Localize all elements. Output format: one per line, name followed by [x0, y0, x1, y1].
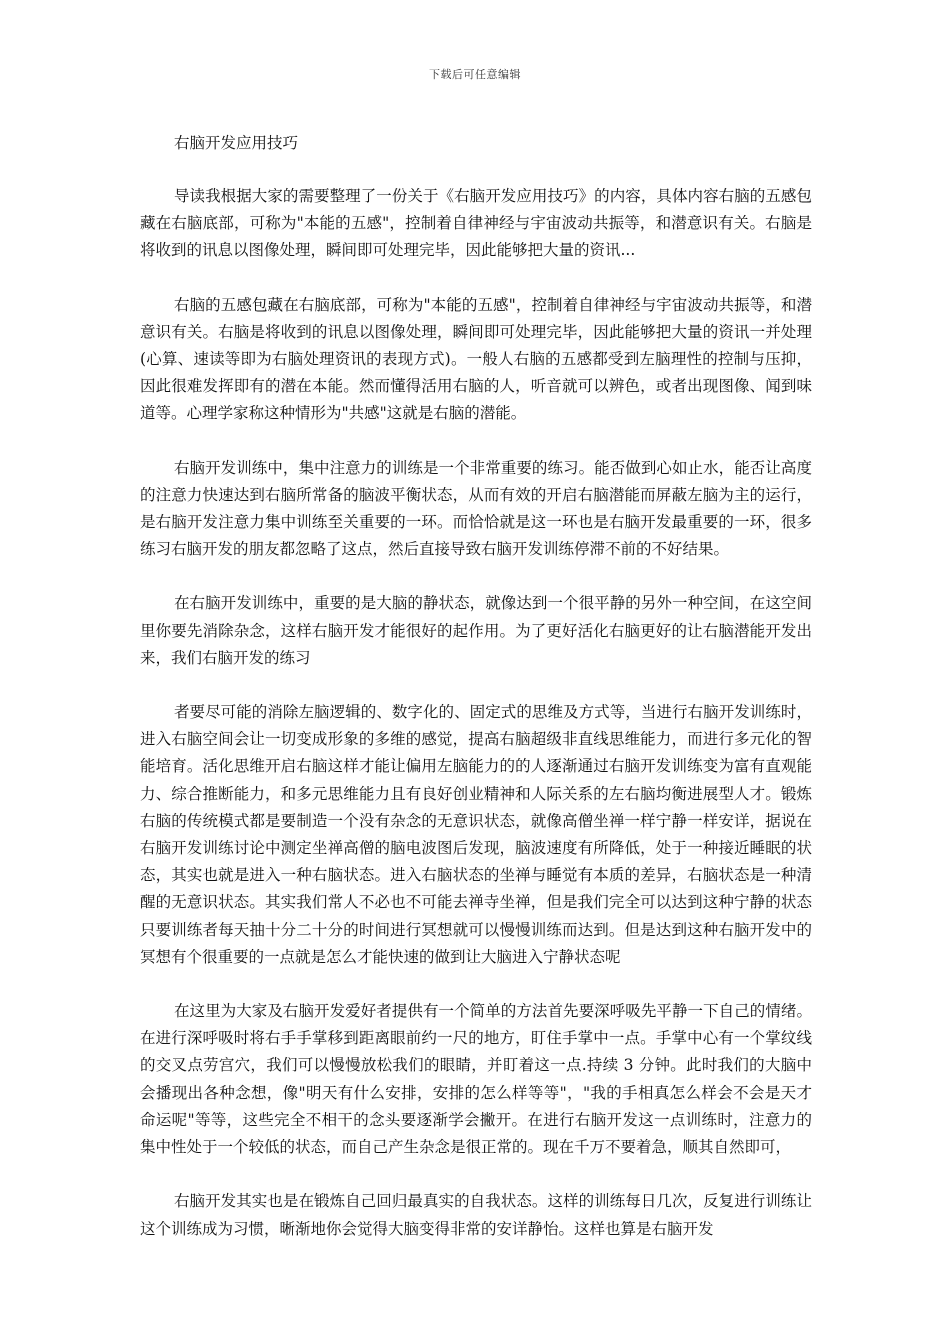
paragraph-intro: 导读我根据大家的需要整理了一份关于《右脑开发应用技巧》的内容，具体内容右脑的五感包藏在右脑底部，可称为"本能的五感"，控制着自律神经与宇宙波动共振等，和潜意识有关。右脑是将收到的讯息以图像处理，瞬间即可处理完毕，因此能够把大量的资讯...	[140, 187, 812, 260]
paragraph-quiet-state: 在右脑开发训练中，重要的是大脑的静状态，就像达到一个很平静的另外一种空间，在这空间里你要先消除杂念，这样右脑开发才能很好的起作用。为了更好活化右脑更好的让右脑潜能开发出来，我们右脑开发的练习	[140, 594, 812, 667]
document-title: 右脑开发应用技巧	[174, 134, 299, 152]
paragraph-meditation: 者要尽可能的消除左脑逻辑的、数字化的、固定式的思维及方式等，当进行右脑开发训练时，进入右脑空间会让一切变成形象的多维的感觉，提高右脑超级非直线思维能力，而进行多元化的智能培育。活化思维开启右脑这样才能让偏用左脑能力的的人逐渐通过右脑开发训练变为富有直观能力、综合推断能力，和多元思维能力且有良好创业精神和人际关系的左右脑均衡进展型人才。锻炼右脑的传统模式都是要制造一个没有杂念的无意识状态，就像高僧坐禅一样宁静一样安详，据说在右脑开发训练讨论中测定坐禅高僧的脑电波图后发现，脑波速度有所降低，处于一种接近睡眠的状态，其实也就是进入一种右脑状态。进入右脑状态的坐禅与睡觉有本质的差异，右脑状态是一种清醒的无意识状态。其实我们常人不必也不可能去禅寺坐禅，但是我们完全可以达到这种宁静的状态只要训练者每天抽十分二十分的时间进行冥想就可以慢慢训练而达到。但是达到这种右脑开发中的冥想有个很重要的一点就是怎么才能快速的做到让大脑进入宁静状态呢	[140, 703, 812, 966]
paragraph-attention-training: 右脑开发训练中，集中注意力的训练是一个非常重要的练习。能否做到心如止水，能否让高度的注意力快速达到右脑所常备的脑波平衡状态，从而有效的开启右脑潜能而屏蔽左脑为主的运行，是右脑开发注意力集中训练至关重要的一环。而恰恰就是这一环也是右脑开发最重要的一环，很多练习右脑开发的朋友都忽略了这点，然后直接导致右脑开发训练停滞不前的不好结果。	[140, 458, 812, 559]
paragraph-method: 在这里为大家及右脑开发爱好者提供有一个简单的方法首先要深呼吸先平静一下自己的情绪。在进行深呼吸时将右手手掌移到距离眼前约一尺的地方，盯住手掌中一点。手掌中心有一个掌纹线的交叉点劳宫穴，我们可以慢慢放松我们的眼睛，并盯着这一点.持续 3 分钟。此时我们的大脑中会播现出各种念想，像"明天有什么安排，安排的怎么样等等"，"我的手相真怎么样会不会是天才命运呢"等等，这些完全不相干的念头要逐渐学会撇开。在进行右脑开发这一点训练时，注意力的集中性处于一个较低的状态，而自己产生杂念是很正常的。现在千万不要着急，顺其自然即可，	[140, 1002, 812, 1157]
paragraph-five-senses: 右脑的五感包藏在右脑底部，可称为"本能的五感"，控制着自律神经与宇宙波动共振等，和潜意识有关。右脑是将收到的讯息以图像处理，瞬间即可处理完毕，因此能够把大量的资讯一并处理(心算、速读等即为右脑处理资讯的表现方式)。一般人右脑的五感都受到左脑理性的控制与压抑，因此很难发挥即有的潜在本能。然而懂得活用右脑的人，听音就可以辨色，或者出现图像、闻到味道等。心理学家称这种情形为"共感"这就是右脑的潜能。	[140, 295, 812, 423]
header-note: 下载后可任意编辑	[429, 68, 521, 81]
document-body	[140, 130, 812, 1270]
paragraph-conclusion: 右脑开发其实也是在锻炼自己回归最真实的自我状态。这样的训练每日几次，反复进行训练让这个训练成为习惯，晰渐地你会觉得大脑变得非常的安详静怡。这样也算是右脑开发	[140, 1192, 812, 1238]
